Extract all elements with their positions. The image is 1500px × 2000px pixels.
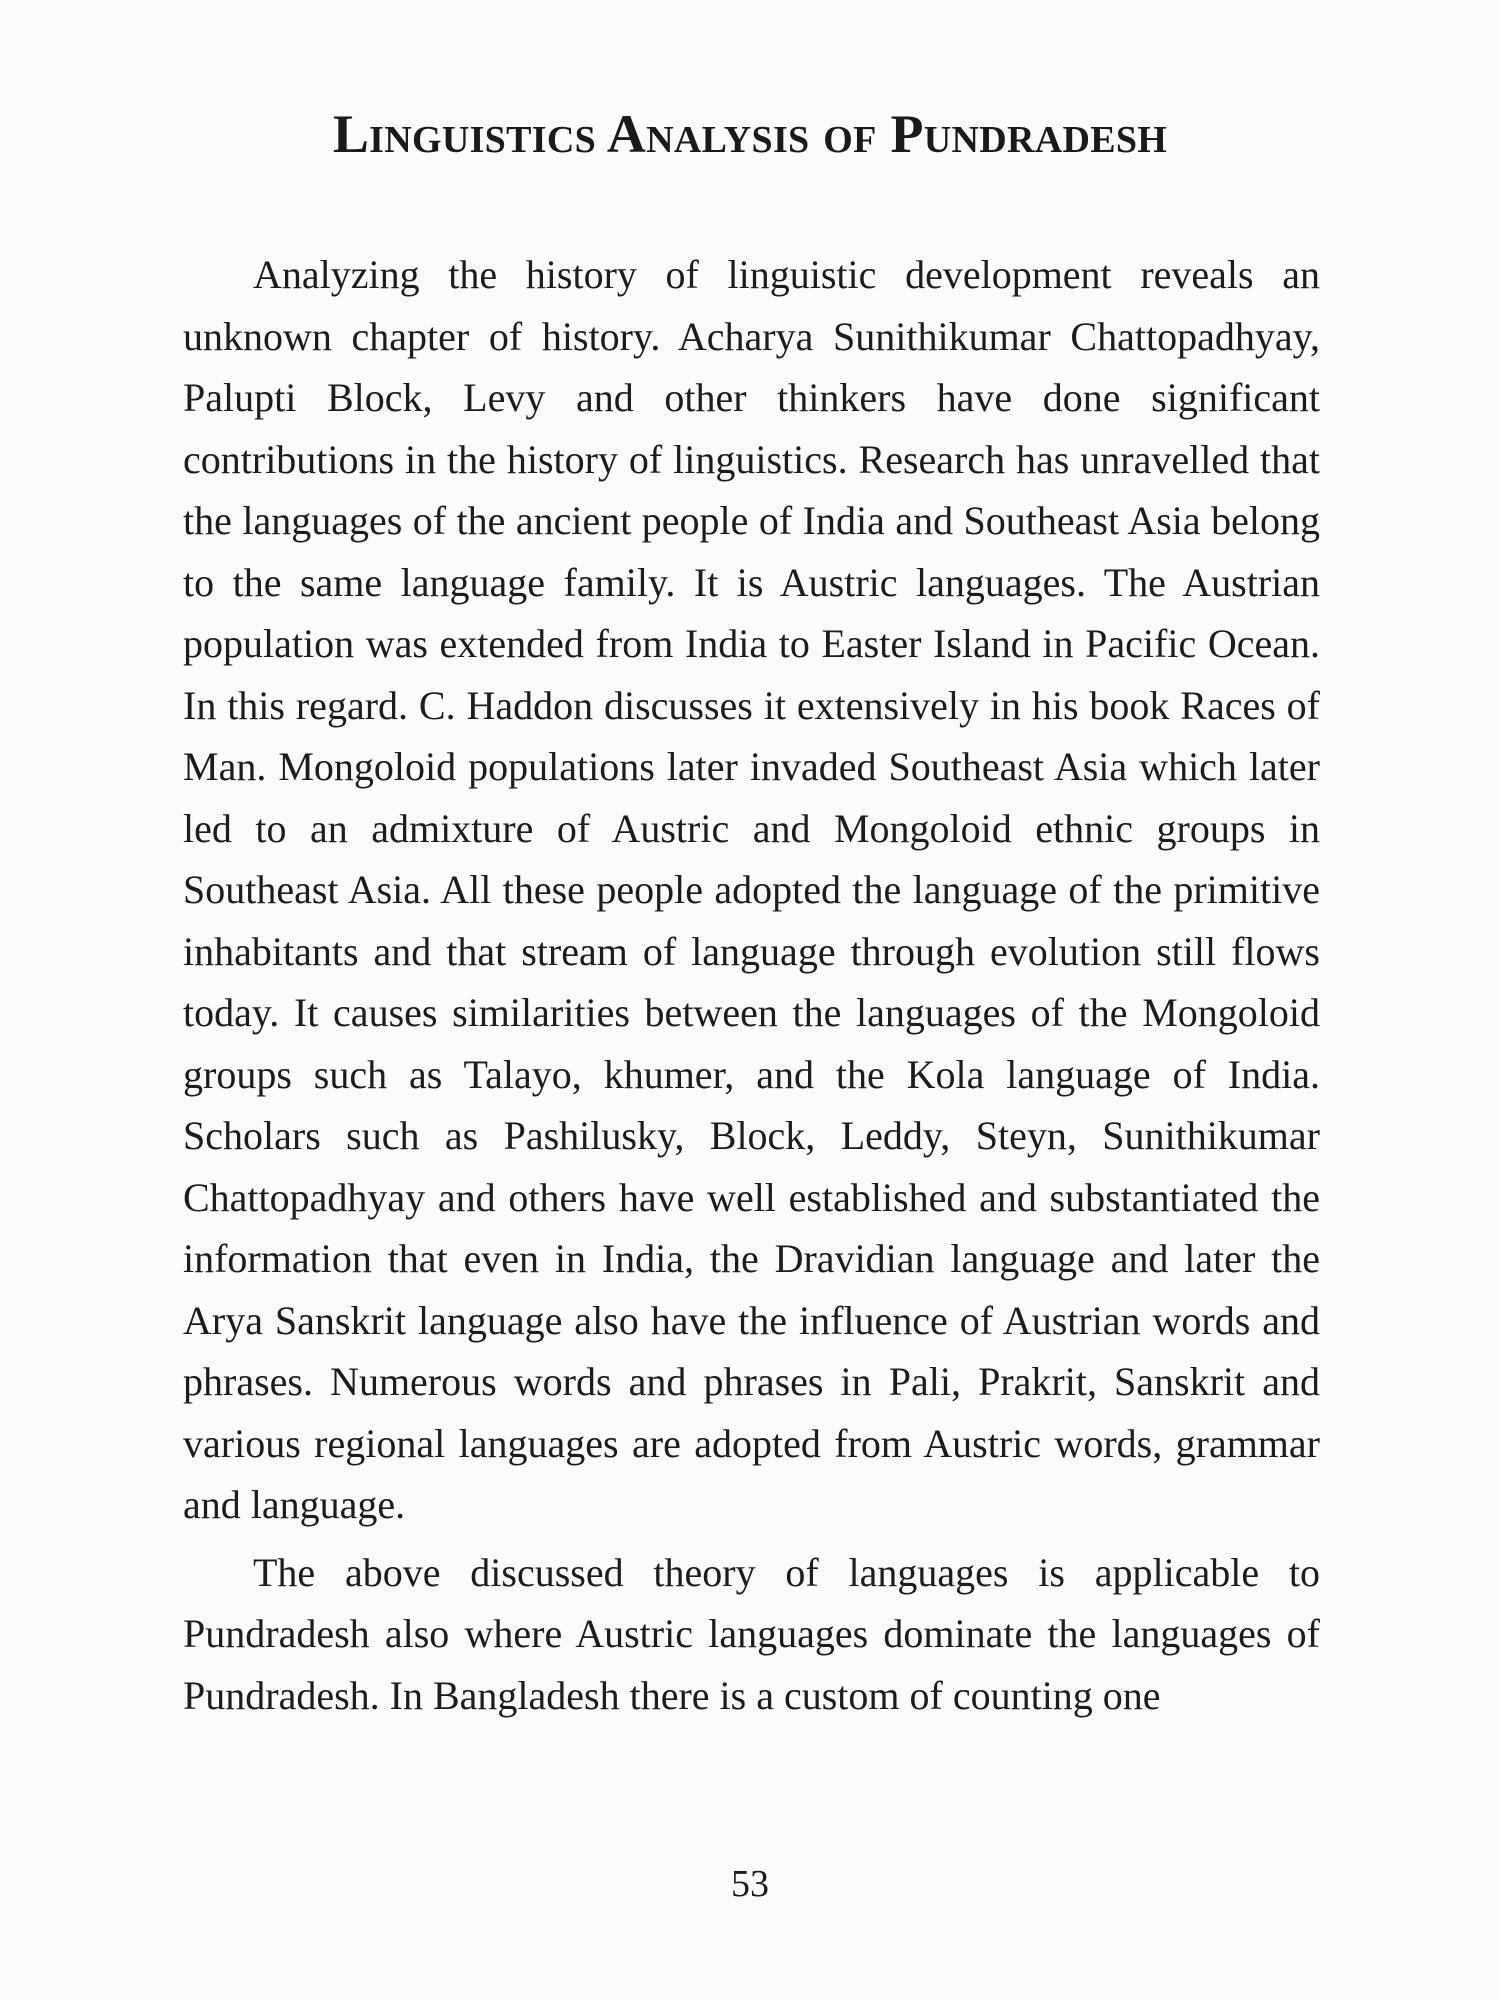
chapter-title: Linguistics Analysis of Pundradesh [332, 104, 1168, 164]
body-text [183, 244, 1320, 1726]
paragraph-1: Analyzing the history of linguistic development reveals an unknown chapter of history. Acharya Sunithikumar Chattopadhyay, Palupti Block, Levy and other thinkers have done significant contributions in the history of linguistics. Research has unravelled that the languages of the ancient people of India and Southeast Asia belong to the same language family. It is Austric languages. The Austrian population was extended from India to Easter Island in Pacific Ocean. In this regard. C. Haddon discusses it extensively in his book Races of Man. Mongoloid populations later invaded Southeast Asia which later led to an admixture of Austric and Mongoloid ethnic groups in Southeast Asia. All these people adopted the language of the primitive inhabitants and that stream of language through evolution still flows today. It causes similarities between the languages of the Mongoloid groups such as Talayo, khumer, and the Kola language of India. Scholars such as Pashilusky, Block, Leddy, Steyn, Sunithikumar Chattopadhyay and others have well established and substantiated the information that even in India, the Dravidian language and later the Arya Sanskrit language also have the influence of Austrian words and phrases. Numerous words and phrases in Pali, Prakrit, Sanskrit and various regional languages are adopted from Austric words, grammar and language. [183, 252, 1320, 1527]
paragraph-2: The above discussed theory of languages is applicable to Pundradesh also where Austric languages dominate the languages of Pundradesh. In Bangladesh there is a custom of counting one [183, 1549, 1320, 1718]
page-number: 53 [731, 1863, 769, 1905]
